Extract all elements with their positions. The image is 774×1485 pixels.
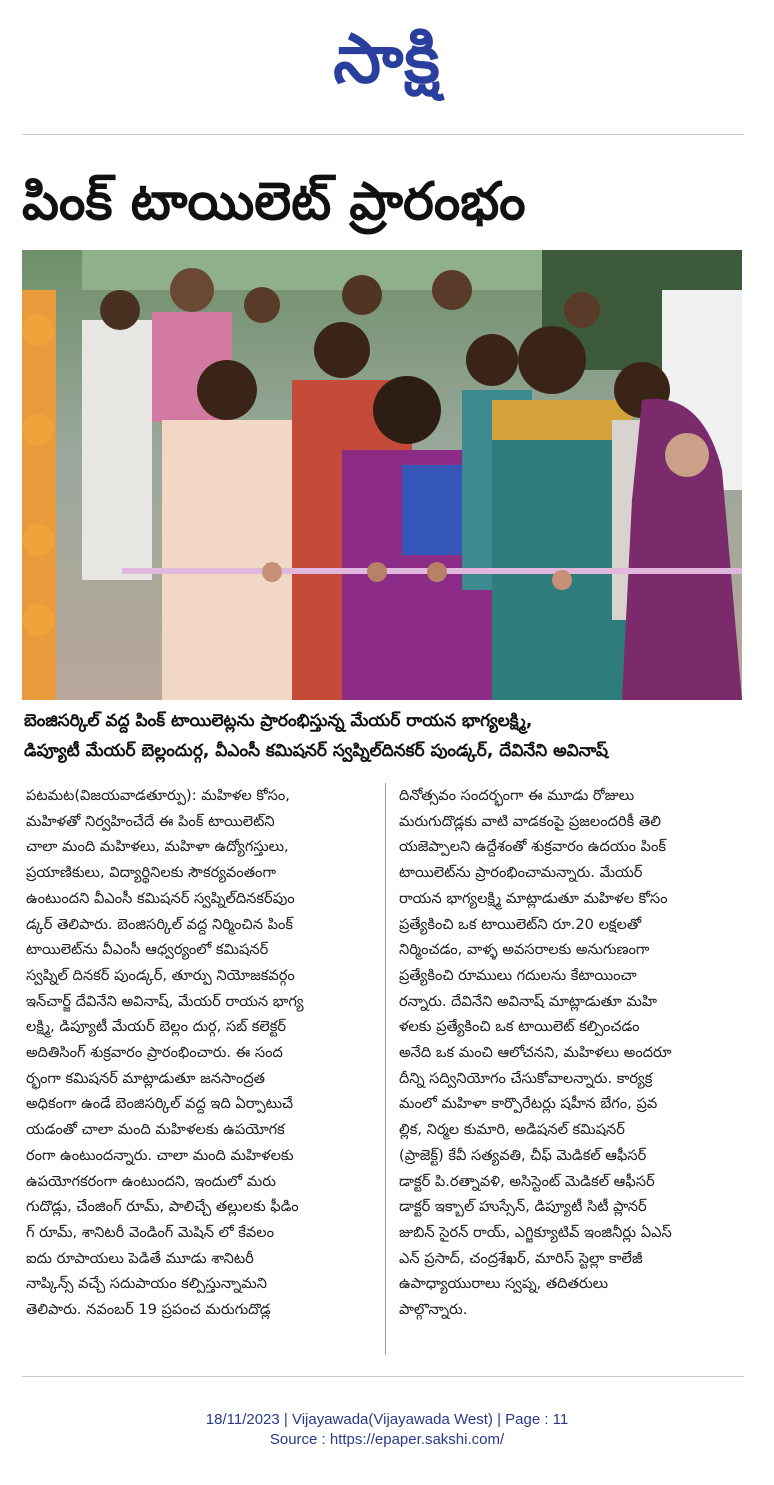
article-line: ఉంటుందని వీఎంసీ కమిషనర్ స్వప్నిల్‌దినకర్‌పుం: [26, 889, 295, 907]
article-line: టాయిలెట్‌ను వీఎంసీ ఆధ్వర్యంలో కమిషనర్: [26, 941, 269, 959]
article-line: యడంతో చాలా మంది మహిళలకు ఉపయోగక: [26, 1121, 285, 1139]
article-line: రంగా ఉంటుందన్నారు. చాలా మంది మహిళలకు: [26, 1146, 294, 1164]
article-line: యజెప్పాలని ఉద్దేశంతో శుక్రవారం ఉదయం పింక్: [399, 838, 667, 856]
article-line: రాయన భాగ్యలక్ష్మి మాట్లాడుతూ మహిళల కోసం: [399, 889, 668, 907]
article-line: అదితిసింగ్ శుక్రవారం ప్రారంభించారు. ఈ సంద: [26, 1044, 283, 1062]
article-line: ప్రత్యేకించి ఒక టాయిలెట్‌ని రూ.20 లక్షలతో: [399, 915, 642, 933]
bottom-divider: [22, 1376, 744, 1377]
article-line: నాప్కిన్స్ వచ్చే సదుపాయం కల్పిస్తున్నామని: [26, 1275, 267, 1293]
article-line: ఉపయోగకరంగా ఉంటుందని, ఇందులో మరు: [26, 1172, 276, 1190]
article-line: జుబిన్ సైరన్ రాయ్, ఎగ్జిక్యూటివ్ ఇంజినీర్లు ఏఎస్: [399, 1223, 672, 1241]
article-paragraph-right: [399, 783, 754, 1323]
article-line: ప్రయాణికులు, విద్యార్థినిలకు సౌకర్యవంతంగా: [26, 864, 276, 882]
article-line: డ్కర్ తెలిపారు. బెంజిసర్కిల్ వద్ద నిర్మించిన పింక్: [26, 915, 293, 933]
article-line: స్వప్నిల్ దినకర్ పుండ్కర్, తూర్పు నియోజకవర్గం: [26, 966, 295, 984]
footer-source: Source : https://epaper.sakshi.com/: [269, 1431, 505, 1448]
article-line: ప్రత్యేకించి రూములు గదులను కేటాయించా: [399, 966, 637, 984]
article-line: దీన్ని సద్వినియోగం చేసుకోవాలన్నారు. కార్యక్ర: [399, 1069, 653, 1087]
footer-edition-info: 18/11/2023 | Vijayawada(Vijayawada West) | Page : 11: [205, 1411, 569, 1428]
masthead: [0, 12, 774, 122]
article-line: ల్లిక, నిర్మల కుమారి, అడిషనల్ కమిషనర్: [399, 1121, 625, 1139]
article-line: ఎన్ ప్రసాద్, చంద్రశేఖర్, మారిస్ స్టెల్లా కాలేజీ: [399, 1249, 643, 1267]
article-line: చాలా మంది మహిళలు, మహిళా ఉద్యోగస్తులు,: [26, 838, 289, 856]
article-line: గ్ రూమ్, శానిటరీ వెండింగ్ మెషిన్ లో కేవలం: [26, 1223, 274, 1241]
article-paragraph-left: [26, 783, 381, 1323]
article-line: (ప్రాజెక్ట్) కేవీ సత్యవతి, చీఫ్ మెడికల్ ఆఫీసర్: [399, 1146, 647, 1164]
article-line: లక్ష్మి, డిప్యూటీ మేయర్ బెల్లం దుర్గ, సబ్ కలెక్టర్: [26, 1018, 287, 1036]
article-line: రన్నారు. దేవినేని అవినాష్ మాట్లాడుతూ మహి: [399, 992, 657, 1010]
article-line: పాల్గొన్నారు.: [399, 1301, 468, 1319]
article-line: తెలిపారు. నవంబర్ 19 ప్రపంచ మరుగుదొడ్ల: [26, 1301, 271, 1319]
page-footer: [0, 1410, 774, 1450]
article-line: గుదొడ్లు, చేంజింగ్ రూమ్, పాలిచ్చే తల్లులకు ఫీడిం: [26, 1198, 299, 1216]
article-line: ళలకు ప్రత్యేకించి ఒక టాయిలెట్ కల్పించడం: [399, 1018, 640, 1036]
article-column-right: [399, 783, 754, 1355]
article-line: మంలో మహిళా కార్పొరేటర్లు షహీన బేగం, ప్రవ: [399, 1095, 658, 1113]
photo-caption: [24, 706, 744, 776]
caption-line-1: బెంజిసర్కిల్ వద్ద పింక్ టాయిలెట్లను ప్రారంభిస్తున్న మేయర్ రాయన భాగ్యలక్ష్మి,: [24, 711, 533, 731]
news-photo: [22, 250, 742, 700]
article-line: అధికంగా ఉండే బెంజిసర్కిల్ వద్ద ఇది ఏర్పాటుచే: [26, 1095, 294, 1113]
article-line: టాయిలెట్‌ను ప్రారంభించామన్నారు. మేయర్: [399, 864, 643, 882]
top-divider: [22, 134, 744, 135]
article-line: మరుగుదొడ్లకు వాటి వాడకంపై ప్రజలందరికీ తెలి: [399, 812, 661, 830]
article-line: ర్భంగా కమిషనర్ మాట్లాడుతూ జనసాంద్రత: [26, 1069, 265, 1087]
article-line: దినోత్సవం సందర్భంగా ఈ మూడు రోజులు: [399, 787, 635, 804]
article-line: ఇన్‌చార్జ్ దేవినేని అవినాష్, మేయర్ రాయన భాగ్య: [26, 992, 304, 1010]
article-line: డాక్టర్ ఇక్బాల్ హుస్సేన్, డిప్యూటీ సిటీ ప్లానర్: [399, 1198, 647, 1216]
article-line: ఐదు రూపాయలు పెడితే మూడు శానిటరీ: [26, 1249, 254, 1267]
caption-line-2: డిప్యూటీ మేయర్ బెల్లందుర్గ, వీఎంసీ కమిషనర్ స్వప్నిల్‌దినకర్ పుండ్కర్, దేవినేని అవినాష్: [24, 741, 609, 761]
article-line: ఉపాధ్యాయురాలు స్వప్న, తదితరులు: [399, 1275, 609, 1293]
article-line: మహిళతో నిర్వహించేదే ఈ పింక్ టాయిలెట్‌ని: [26, 812, 275, 830]
article-column-left: [26, 783, 381, 1355]
headline: పింక్ టాయిలెట్ ప్రారంభం: [22, 172, 526, 232]
sakshi-logo: సాక్షి: [333, 19, 441, 99]
article-line: డాక్టర్ పి.రత్నావళి, అసిస్టెంట్ మెడికల్ ఆఫీసర్: [399, 1172, 655, 1190]
column-divider: [385, 783, 386, 1355]
article-line: అనేది ఒక మంచి ఆలోచనని, మహిళలు అందరూ: [399, 1044, 672, 1062]
article-line: పటమట(విజయవాడతూర్పు): మహిళల కోసం,: [26, 787, 290, 804]
article-line: నిర్మించడం, వాళ్ళ అవసరాలకు అనుగుణంగా: [399, 941, 650, 959]
